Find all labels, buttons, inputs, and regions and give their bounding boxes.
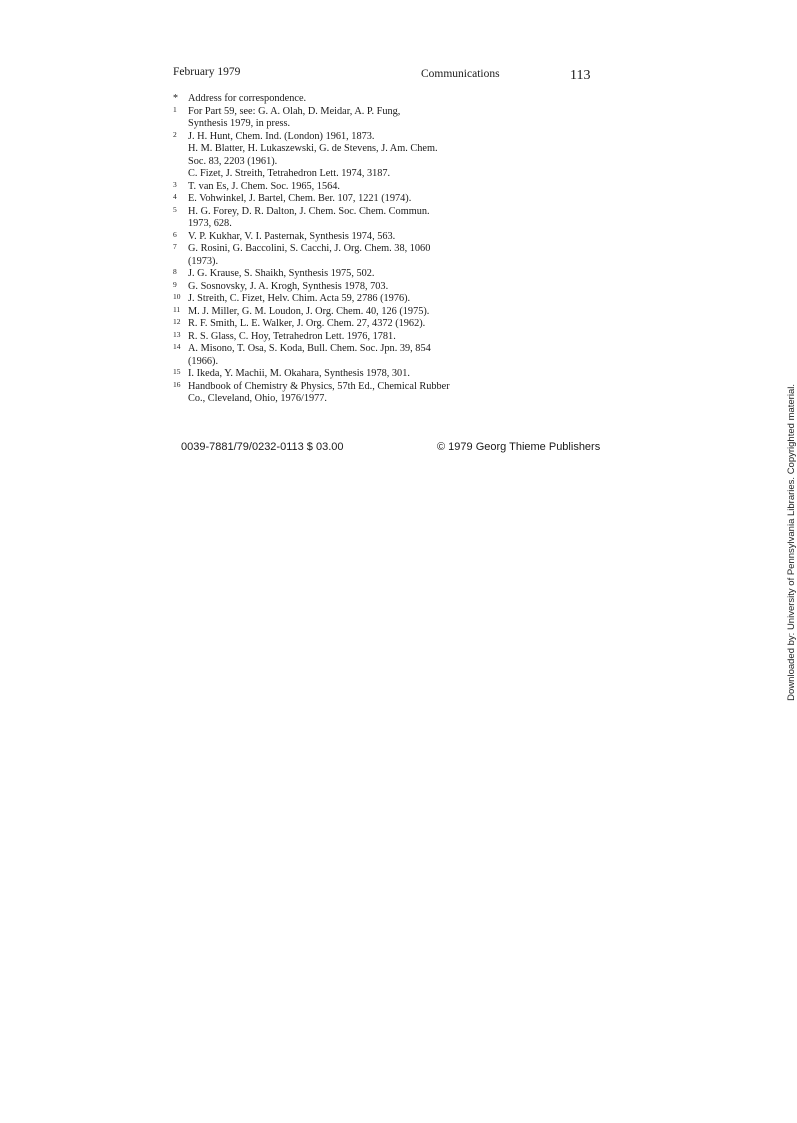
reference-text: (1973). [188, 255, 219, 267]
reference-text: For Part 59, see: G. A. Olah, D. Meidar, A. P. Fung, [188, 105, 401, 117]
download-notice: Downloaded by: University of Pennsylvania Libraries. Copyrighted material. [786, 384, 797, 701]
reference-number: 14 [173, 342, 181, 351]
reference-item [173, 243, 473, 268]
reference-text: J. G. Krause, S. Shaikh, Synthesis 1975, 502. [188, 268, 375, 279]
footer-copyright: © 1979 Georg Thieme Publishers [437, 441, 601, 453]
reference-item [173, 231, 473, 244]
reference-text: M. J. Miller, G. M. Loudon, J. Org. Chem. 40, 126 (1975). [188, 305, 430, 317]
reference-item [173, 306, 473, 319]
reference-text: E. Vohwinkel, J. Bartel, Chem. Ber. 107, 1221 (1974). [188, 193, 412, 204]
reference-text: A. Misono, T. Osa, S. Koda, Bull. Chem. Soc. Jpn. 39, 854 [188, 343, 431, 354]
reference-text: H. M. Blatter, H. Lukaszewski, G. de Stevens, J. Am. Chem. [188, 143, 438, 154]
reference-text: V. P. Kukhar, V. I. Pasternak, Synthesis 1974, 563. [188, 230, 396, 242]
reference-text: Address for correspondence. [188, 93, 307, 104]
footer-price-code: 0039-7881/79/0232-0113 $ 03.00 [181, 441, 344, 453]
reference-list [173, 93, 473, 406]
reference-item [173, 281, 473, 294]
reference-number: 11 [173, 304, 181, 314]
reference-text: J. Streith, C. Fizet, Helv. Chim. Acta 59, 2786 (1976). [188, 293, 411, 304]
reference-number: 7 [173, 242, 177, 251]
reference-text: G. Sosnovsky, J. A. Krogh, Synthesis 1978, 703. [188, 280, 389, 292]
page-number: 113 [570, 68, 591, 83]
reference-text: C. Fizet, J. Streith, Tetrahedron Lett. 1974, 3187. [188, 168, 391, 179]
running-header-section: Communications [421, 68, 500, 80]
reference-number: 12 [173, 317, 181, 326]
reference-text: R. F. Smith, L. E. Walker, J. Org. Chem. 27, 4372 (1962). [188, 318, 426, 329]
reference-number: 4 [173, 192, 177, 201]
reference-number: 3 [173, 179, 177, 189]
reference-text: J. H. Hunt, Chem. Ind. (London) 1961, 1873. [188, 130, 375, 142]
reference-item [173, 318, 473, 331]
reference-text: I. Ikeda, Y. Machii, M. Okahara, Synthesis 1978, 301. [188, 368, 410, 379]
reference-number: 15 [173, 367, 181, 376]
reference-number: 2 [173, 129, 177, 139]
reference-text: (1966). [188, 355, 219, 367]
reference-item [173, 206, 473, 231]
reference-number: 13 [173, 329, 181, 339]
running-header-date: February 1979 [173, 66, 241, 78]
reference-text: Handbook of Chemistry & Physics, 57th Ed., Chemical Rubber [188, 380, 450, 392]
reference-item [173, 331, 473, 344]
reference-text: Soc. 83, 2203 (1961). [188, 155, 278, 167]
reference-text: Synthesis 1979, in press. [188, 118, 291, 129]
reference-text: H. G. Forey, D. R. Dalton, J. Chem. Soc. Chem. Commun. [188, 205, 430, 217]
reference-item [173, 93, 473, 106]
reference-item [173, 381, 473, 406]
reference-number: 16 [173, 379, 181, 389]
reference-number: 5 [173, 204, 177, 214]
reference-item [173, 193, 473, 206]
reference-item [173, 131, 473, 181]
reference-text: Co., Cleveland, Ohio, 1976/1977. [188, 393, 327, 404]
reference-item [173, 343, 473, 368]
reference-number: 8 [173, 267, 177, 276]
reference-text: T. van Es, J. Chem. Soc. 1965, 1564. [188, 180, 340, 192]
reference-number: * [173, 93, 178, 104]
reference-item [173, 268, 473, 281]
reference-text: G. Rosini, G. Baccolini, S. Cacchi, J. Org. Chem. 38, 1060 [188, 243, 431, 254]
reference-item [173, 106, 473, 131]
reference-item [173, 181, 473, 194]
reference-number: 10 [173, 292, 181, 301]
reference-item [173, 293, 473, 306]
reference-text: 1973, 628. [188, 218, 232, 229]
reference-text: R. S. Glass, C. Hoy, Tetrahedron Lett. 1976, 1781. [188, 330, 396, 342]
reference-item [173, 368, 473, 381]
reference-number: 6 [173, 229, 177, 239]
reference-number: 1 [173, 104, 177, 114]
reference-number: 9 [173, 279, 177, 289]
